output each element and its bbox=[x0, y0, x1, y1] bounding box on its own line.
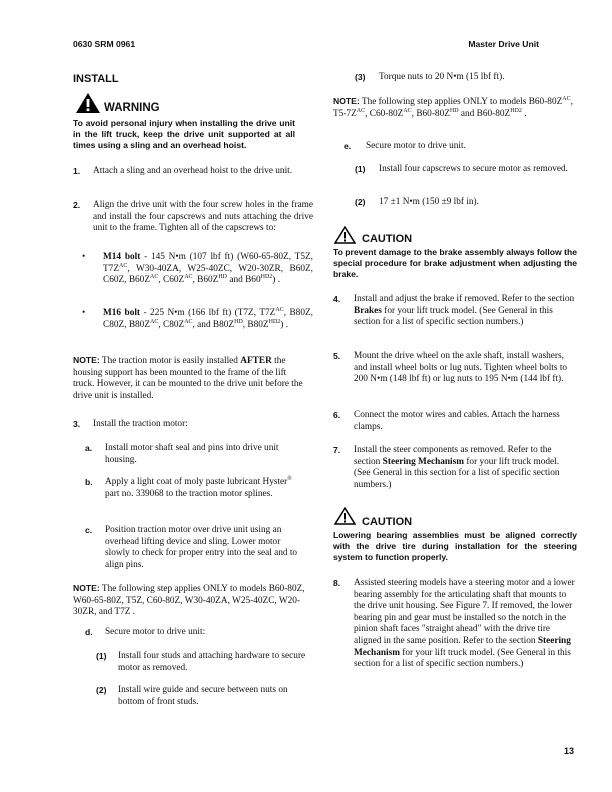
step-8-bold: Steering Mechanism bbox=[354, 635, 571, 658]
step-6-text: Connect the motor wires and cables. Attach the harness clamps. bbox=[354, 410, 560, 432]
sup-ac-7: AC bbox=[562, 95, 571, 102]
step-3e-text: Secure motor to drive unit. bbox=[366, 141, 466, 151]
note-traction-motor bbox=[73, 355, 305, 402]
m16-bolt-label: M16 bolt bbox=[103, 308, 141, 318]
step-7-bold: Steering Mechanism bbox=[382, 456, 465, 467]
note-label-2: NOTE: bbox=[73, 583, 100, 593]
note-1-after: AFTER bbox=[240, 356, 272, 366]
step-3d-label: d. bbox=[85, 627, 93, 637]
step-3b-text-1: Apply a light coat of moly paste lubricant Hyster bbox=[105, 477, 288, 487]
document-id: 0630 SRM 0961 bbox=[73, 39, 136, 49]
m16-models-a: , B80Z, C80Z, B80Z bbox=[103, 308, 313, 330]
bullet-m14: • bbox=[82, 251, 86, 261]
m16-models-d: , B80Z bbox=[242, 319, 269, 330]
note-1-pre: The traction motor is easily installed bbox=[101, 356, 241, 366]
m16-models-b: , C80Z bbox=[158, 319, 185, 330]
step-3a-text: Install motor shaft seal and pins into drive unit housing. bbox=[105, 443, 279, 465]
note-label-3: NOTE: bbox=[333, 96, 360, 106]
m16-models-c: , and B80Z bbox=[192, 319, 235, 330]
step-1-number: 1. bbox=[73, 166, 81, 176]
step-3e2-text: 17 ±1 N•m (150 ±9 lbf in). bbox=[379, 197, 479, 207]
step-8-post: for your lift truck model. (See General in this section for a list of specific section numbers.) bbox=[354, 647, 571, 670]
step-3e1-text: Install four capscrews to secure motor as removed. bbox=[379, 164, 568, 174]
note-3-text-2: , T5-7Z bbox=[333, 97, 573, 119]
sup-hd2-1: HD2 bbox=[260, 274, 273, 281]
bullet-m16: • bbox=[82, 307, 86, 317]
step-3d2-text: Install wire guide and secure between nuts on bottom of front studs. bbox=[118, 685, 288, 707]
caution-title-1: CAUTION bbox=[362, 233, 413, 245]
step-4-bold: Brakes bbox=[354, 305, 382, 316]
step-7-pre: Install the steer components as removed. Refer to the section bbox=[354, 445, 552, 467]
step-3c-label: c. bbox=[85, 525, 93, 535]
sup-hd-2: HD bbox=[234, 318, 243, 325]
step-5-text: Mount the drive wheel on the axle shaft, install washers, and install wheel bolts or lug nuts. Tighten wheel bolts to 200 N•m (148 lbf ft) or lug nuts to 195 N•m (144 lbf ft). bbox=[354, 351, 568, 385]
caution-1-text: To prevent damage to the brake assembly always follow the special procedure for brake adjustment when adjusting the brake. bbox=[333, 247, 577, 280]
m16-torque: - 225 N•m (166 lbf ft) (T7Z, T7Z bbox=[140, 308, 276, 318]
sup-ac-2: AC bbox=[150, 274, 159, 281]
step-3a-label: a. bbox=[85, 443, 93, 453]
note-3-text-4: , B60-80Z bbox=[411, 108, 450, 119]
warning-text: To avoid personal injury when installing the drive unit in the lift truck, keep the drive unit supported at all times using a sling and an overhead hoist. bbox=[73, 118, 295, 151]
note-3-end: . bbox=[521, 108, 527, 119]
sup-ac-9: AC bbox=[403, 107, 412, 114]
step-8-text bbox=[354, 578, 576, 671]
sup-ac-1: AC bbox=[119, 262, 128, 269]
step-3d3-text: Torque nuts to 20 N•m (15 lbf ft). bbox=[379, 72, 505, 82]
step-3d-text: Secure motor to drive unit: bbox=[105, 627, 206, 637]
step-3e-label: e. bbox=[344, 141, 352, 151]
sup-ac-8: AC bbox=[356, 107, 366, 114]
caution-triangle-icon bbox=[334, 226, 356, 244]
step-4-text bbox=[354, 294, 576, 329]
step-7-post: for your lift truck model. (See General in this section for a list of specific section numbers.) bbox=[354, 456, 560, 490]
step-7-text bbox=[354, 445, 576, 491]
section-title: Master Drive Unit bbox=[468, 39, 539, 49]
step-7-number: 7. bbox=[333, 445, 341, 455]
step-3d3-label: (3) bbox=[355, 72, 366, 82]
note-2-text: The following step applies ONLY to models B60-80Z, W60-65-80Z, T5Z, C60-80Z, W30-40ZA, W25-40ZC, W20-30ZR, and T7Z . bbox=[73, 584, 305, 618]
caution-triangle-icon bbox=[334, 507, 356, 525]
registered-mark: ® bbox=[287, 475, 292, 482]
m14-models-d: and B60 bbox=[227, 275, 261, 286]
page-number: 13 bbox=[563, 746, 574, 756]
caution-2-text: Lowering bearing assemblies must be aligned correctly with the drive tire during installation for the steering system to function properly. bbox=[333, 530, 577, 563]
step-8-number: 8. bbox=[333, 578, 341, 588]
m16-end: ) . bbox=[280, 319, 289, 330]
install-heading: INSTALL bbox=[73, 73, 119, 85]
step-3d1-text: Install four studs and attaching hardware to secure motor as removed. bbox=[118, 651, 306, 673]
m14-bolt-spec bbox=[103, 252, 313, 287]
step-3e1-label: (1) bbox=[355, 164, 366, 174]
sup-ac-4: AC bbox=[275, 306, 284, 313]
sup-ac-5: AC bbox=[150, 318, 159, 325]
step-3-text: Install the traction motor: bbox=[93, 419, 188, 429]
note-models-d bbox=[73, 583, 305, 619]
note-label-1: NOTE: bbox=[73, 355, 100, 365]
step-6-number: 6. bbox=[333, 410, 341, 420]
sup-hd-1: HD bbox=[218, 274, 228, 281]
m16-bolt-spec bbox=[103, 308, 313, 331]
sup-hd-3: HD bbox=[449, 107, 459, 114]
note-1-post: the housing support has been mounted to the frame of the lift truck. However, it can be mounted to the drive unit before the drive unit is installed. bbox=[73, 356, 303, 401]
m14-bolt-label: M14 bolt bbox=[103, 252, 141, 262]
step-3b-label: b. bbox=[85, 477, 93, 487]
step-3e2-label: (2) bbox=[355, 197, 366, 207]
warning-triangle-icon bbox=[75, 92, 101, 114]
caution-title-2: CAUTION bbox=[362, 516, 413, 528]
step-2-text: Align the drive unit with the four screw holes in the frame and install the four capscrews and nuts attaching the drive unit to the frame. Tighten all of the capscrews to: bbox=[93, 200, 313, 234]
note-3-text-3: , C60-80Z bbox=[365, 108, 404, 119]
sup-hd2-3: HD2 bbox=[510, 107, 522, 114]
note-3-text-5: and B60-80Z bbox=[458, 108, 511, 119]
m14-models-a: , W30-40ZA, W25-40ZC, W20-30ZR, B60Z, C60Z, B60Z bbox=[103, 263, 313, 286]
note-3-text-1: The following step applies ONLY to models B60-80Z bbox=[361, 97, 563, 107]
step-3b-text bbox=[105, 477, 305, 500]
m14-models-b: , C60Z bbox=[158, 275, 185, 286]
step-3-number: 3. bbox=[73, 419, 81, 429]
warning-title: WARNING bbox=[104, 102, 160, 114]
step-4-post: for your lift truck model. (See General in this section for a list of specific section numbers.) bbox=[354, 305, 553, 328]
step-4-pre: Install and adjust the brake if removed. Refer to the section bbox=[354, 294, 575, 304]
step-5-number: 5. bbox=[333, 351, 341, 361]
sup-ac-6: AC bbox=[184, 318, 193, 325]
step-4-number: 4. bbox=[333, 294, 341, 304]
m14-models-c: , B60Z bbox=[192, 275, 219, 286]
step-8-pre: Assisted steering models have a steering motor and a lower bearing assembly for the articulating shaft that mounts to the drive unit housing. See Figure 7. If removed, the lower bearing pin and gear must be installed so the notch in the pinion shaft faces "straight ahead" with the drive tire aligned in the same position. Refer to the section bbox=[354, 578, 575, 646]
step-3b-text-2: part no. 339068 to the traction motor splines. bbox=[105, 488, 273, 499]
step-3d2-label: (2) bbox=[96, 685, 107, 695]
step-2-number: 2. bbox=[73, 200, 81, 210]
step-1-text: Attach a sling and an overhead hoist to the drive unit. bbox=[93, 166, 293, 176]
note-models-e bbox=[333, 96, 578, 120]
sup-ac-3: AC bbox=[184, 274, 193, 281]
step-3d1-label: (1) bbox=[96, 651, 107, 661]
sup-hd2-2: HD2 bbox=[268, 318, 281, 325]
m14-end: ) . bbox=[272, 275, 281, 286]
step-3c-text: Position traction motor over drive unit using an overhead lifting device and sling. Lower motor slowly to check for proper entry into the seal and to align pins. bbox=[105, 525, 298, 570]
m14-torque: - 145 N•m (107 lbf ft) (W60-65-80Z, T5Z, T7Z bbox=[103, 252, 313, 274]
